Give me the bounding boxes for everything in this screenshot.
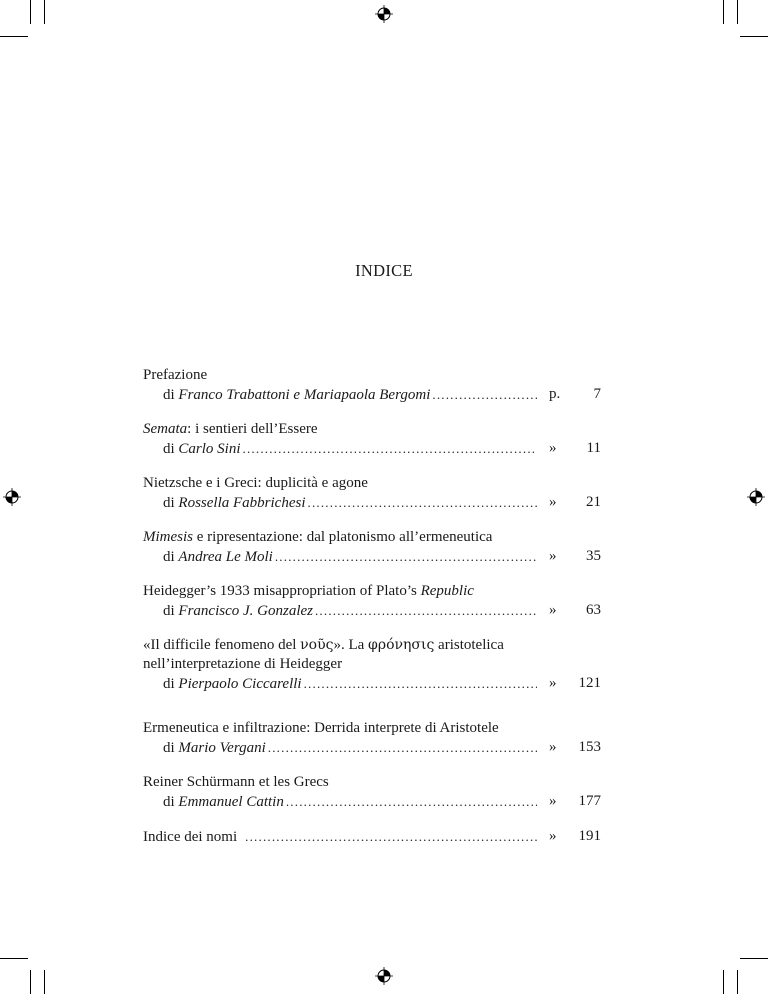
toc-entry-by: di Franco Trabattoni e Mariapaola Bergomi [163, 387, 431, 403]
page-title: INDICE [355, 261, 413, 280]
toc-entry [143, 773, 603, 812]
toc-entry-author: Franco Trabattoni e Mariapaola Bergomi [178, 387, 431, 403]
toc-page-number: 153 [578, 739, 601, 755]
crop-mark [740, 36, 768, 37]
toc-entry-by: di Mario Vergani [163, 740, 266, 756]
toc-page-prefix: » [549, 494, 557, 510]
crop-mark [737, 0, 738, 24]
toc-page-number: 35 [586, 548, 601, 564]
toc-page-number: 11 [586, 440, 601, 456]
toc-entry-by: di Andrea Le Moli [163, 549, 273, 565]
toc-entry [143, 528, 603, 567]
toc-entry-by: di Pierpaolo Ciccarelli [163, 676, 302, 692]
toc-entry [143, 719, 603, 758]
toc-page-number: 191 [578, 828, 601, 844]
dot-leader [432, 385, 537, 404]
toc-entry [143, 420, 603, 459]
toc-page-number: 177 [578, 793, 601, 809]
toc-page-prefix: » [549, 675, 557, 691]
toc-page-prefix: » [549, 828, 557, 844]
toc-entry-title: Heidegger’s 1933 misappropriation of Plato’s Republic [143, 583, 474, 599]
toc-entry-author: Emmanuel Cattin [178, 794, 284, 810]
toc-page-number: 21 [586, 494, 601, 510]
toc-entry-by: di Carlo Sini [163, 441, 241, 457]
toc-page-number: 7 [593, 386, 601, 402]
crop-mark [30, 0, 31, 24]
toc-page-prefix: » [549, 602, 557, 618]
toc-entry-author: Pierpaolo Ciccarelli [178, 676, 302, 692]
toc-entry-author: Rossella Fabbrichesi [178, 495, 306, 511]
crop-mark [723, 970, 724, 994]
toc-entry [143, 582, 603, 621]
crop-mark [30, 970, 31, 994]
dot-leader [268, 738, 537, 757]
registration-mark-icon [747, 488, 765, 506]
dot-leader [243, 439, 537, 458]
dot-leader [308, 493, 538, 512]
crop-mark [44, 0, 45, 24]
dot-leader [245, 827, 537, 846]
toc-entry-title-line2: nell’interpretazione di Heidegger [143, 656, 343, 672]
toc-entry [143, 366, 603, 405]
toc-entry [143, 474, 603, 513]
toc-entry-author: Francisco J. Gonzalez [178, 603, 313, 619]
registration-mark-icon [375, 967, 393, 985]
registration-mark-icon [375, 5, 393, 23]
toc-page-number: 63 [586, 602, 601, 618]
toc-entry-author: Mario Vergani [178, 740, 266, 756]
crop-mark [740, 958, 768, 959]
toc-page-prefix: » [549, 548, 557, 564]
toc-entry-by: di Emmanuel Cattin [163, 794, 284, 810]
toc-entry [143, 636, 603, 694]
toc-entry-title: Ermeneutica e infiltrazione: Derrida interprete di Aristotele [143, 720, 499, 736]
toc-entry-author: Andrea Le Moli [178, 549, 273, 565]
toc-entry-title: Prefazione [143, 367, 208, 383]
toc-entry-title: «Il difficile fenomeno del νοῦς». La φρόνησις aristotelica [143, 637, 504, 653]
toc-entry-by: di Rossella Fabbrichesi [163, 495, 306, 511]
toc-page-number: 121 [578, 675, 601, 691]
crop-mark [0, 36, 28, 37]
crop-mark [44, 970, 45, 994]
dot-leader [304, 674, 537, 693]
toc-entry-by: di Francisco J. Gonzalez [163, 603, 313, 619]
dot-leader [315, 601, 537, 620]
toc-entry-title: Semata: i sentieri dell’Essere [143, 421, 318, 437]
toc-entry-author: Carlo Sini [178, 441, 241, 457]
toc-page-prefix: p. [549, 386, 561, 402]
toc-entry-title: Reiner Schürmann et les Grecs [143, 774, 329, 790]
crop-mark [0, 958, 28, 959]
dot-leader [286, 792, 537, 811]
dot-leader [275, 547, 537, 566]
crop-mark [737, 970, 738, 994]
toc-entry-title: Nietzsche e i Greci: duplicità e agone [143, 475, 368, 491]
toc-page-prefix: » [549, 793, 557, 809]
toc-page-prefix: » [549, 739, 557, 755]
toc-entry-title: Indice dei nomi [143, 829, 238, 845]
toc-page-prefix: » [549, 440, 557, 456]
toc-entry [143, 827, 603, 847]
toc-entry-title: Mimesis e ripresentazione: dal platonismo all’ermeneutica [143, 529, 493, 545]
registration-mark-icon [3, 488, 21, 506]
crop-mark [723, 0, 724, 24]
